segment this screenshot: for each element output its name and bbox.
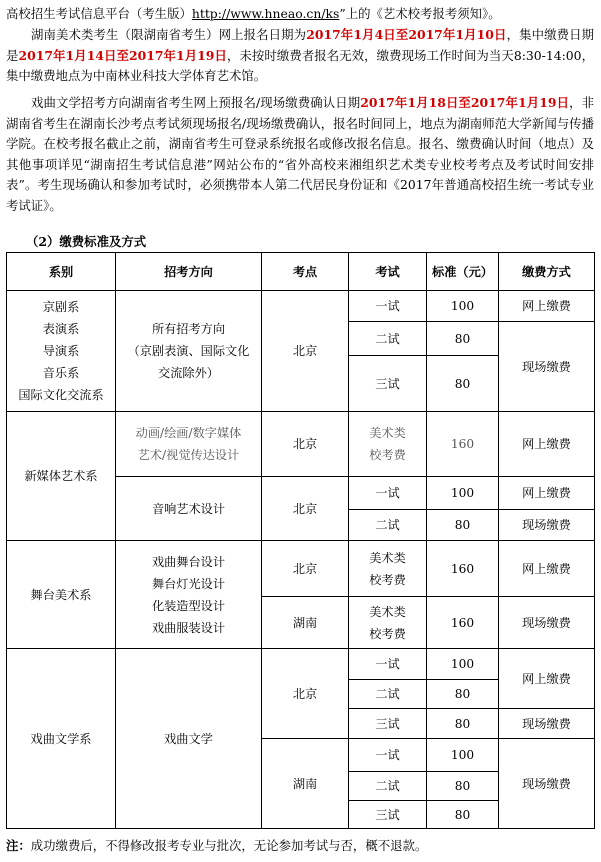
direction-line: 艺术/视觉传达设计 (137, 448, 240, 462)
table-header-row (7, 253, 595, 291)
fee-cell: 80 (427, 356, 499, 412)
site-cell: 北京 (262, 412, 349, 477)
fee-cell: 100 (427, 649, 499, 680)
header-fee: 标准（元） (427, 253, 499, 291)
exam-cell (349, 597, 427, 649)
direction-line: 动画/绘画/数字媒体 (135, 426, 242, 440)
fee-cell: 100 (427, 291, 499, 322)
dept-name: 音乐系 (42, 366, 80, 380)
payment-cell: 网上缴费 (499, 291, 595, 322)
opera-literature-paragraph (6, 93, 594, 216)
table-row (7, 541, 595, 597)
p2-text-3: ，未按时缴费者报名无效，缴费现场工作时间为当天8:30-14:00，集中缴费地点为中南林业科技大学体育艺术馆。 (6, 47, 595, 83)
exam-line: 美术类 (369, 604, 406, 619)
fee-cell: 100 (427, 477, 499, 510)
exam-cell: 二试 (349, 322, 427, 356)
exam-line: 美术类 (369, 550, 406, 565)
fee-cell: 80 (427, 322, 499, 356)
direction-line: 戏曲服装设计 (151, 620, 226, 635)
dept-cell: 舞台美术系 (7, 541, 116, 649)
direction-cell (116, 291, 262, 412)
exam-cell: 二试 (349, 772, 427, 801)
fee-cell: 80 (427, 510, 499, 541)
header-payment: 缴费方式 (499, 253, 595, 291)
fee-cell: 160 (427, 597, 499, 649)
table-row (7, 649, 595, 680)
dept-cell (7, 291, 116, 412)
exam-cell: 三试 (349, 709, 427, 739)
site-cell: 湖南 (262, 739, 349, 829)
fee-cell: 160 (427, 412, 499, 477)
payment-cell: 网上缴费 (499, 477, 595, 510)
p1-text-after: ”上的《艺术校考报考须知》。 (339, 6, 501, 21)
payment-cell: 现场缴费 (499, 597, 595, 649)
site-cell: 湖南 (262, 597, 349, 649)
footnote-text: 成功缴费后，不得修改报考专业与批次，无论参加考试与否，概不退款。 (30, 838, 428, 853)
direction-cell (116, 412, 262, 477)
exam-line: 校考费 (369, 448, 406, 462)
exam-cell: 一试 (349, 291, 427, 322)
exam-cell: 二试 (349, 510, 427, 541)
header-exam: 考试 (349, 253, 427, 291)
fee-cell: 160 (427, 541, 499, 597)
site-cell: 北京 (262, 477, 349, 541)
table-row (7, 412, 595, 477)
payment-cell: 网上缴费 (499, 412, 595, 477)
fee-cell: 80 (427, 709, 499, 739)
exam-line: 美术类 (369, 426, 406, 440)
intro-paragraph (6, 4, 594, 25)
exam-cell: 一试 (349, 739, 427, 772)
dept-name: 国际文化交流系 (18, 388, 104, 402)
exam-cell: 一试 (349, 477, 427, 510)
payment-cell: 网上缴费 (499, 541, 595, 597)
exam-cell: 三试 (349, 801, 427, 829)
exam-cell: 二试 (349, 680, 427, 709)
exam-cell (349, 541, 427, 597)
hneao-link[interactable]: http://www.hneao.cn/ks (191, 6, 340, 21)
footnote-label: 注： (6, 838, 31, 853)
p3-text-1: 戏曲文学招考方向湖南省考生网上预报名/现场缴费确认日期 (31, 95, 361, 110)
site-cell: 北京 (262, 541, 349, 597)
fee-cell: 80 (427, 680, 499, 709)
dept-cell: 戏曲文学系 (7, 649, 116, 829)
payment-cell: 现场缴费 (499, 510, 595, 541)
direction-line: 戏曲舞台设计 (151, 554, 226, 569)
payment-cell: 现场缴费 (499, 322, 595, 412)
site-cell: 北京 (262, 291, 349, 412)
direction-cell (116, 541, 262, 649)
payment-cell: 现场缴费 (499, 739, 595, 829)
exam-line: 校考费 (369, 572, 406, 587)
exam-line: 校考费 (369, 626, 406, 641)
p1-text: 高校招生考试信息平台（考生版） (6, 6, 192, 21)
exam-cell: 三试 (349, 356, 427, 412)
payment-cell: 网上缴费 (499, 649, 595, 709)
opera-confirmation-dates: 2017年1月18日至2017年1月19日 (360, 95, 570, 110)
direction-line: （京剧表演、国际文化 (127, 344, 250, 358)
direction-line: 化装造型设计 (151, 598, 226, 613)
art-registration-paragraph (6, 25, 594, 87)
section-title: （2）缴费标准及方式 (26, 234, 147, 249)
fee-cell: 80 (427, 801, 499, 829)
direction-line: 交流除外） (158, 366, 219, 380)
exam-cell: 一试 (349, 649, 427, 680)
footnote (6, 836, 427, 854)
direction-cell: 音响艺术设计 (116, 477, 262, 541)
dept-name: 京剧系 (42, 300, 80, 314)
direction-line: 舞台灯光设计 (151, 576, 226, 591)
payment-dates: 2017年1月14日至2017年1月19日 (18, 47, 227, 63)
online-registration-dates: 2017年1月4日至2017年1月10日 (306, 27, 507, 42)
dept-name: 表演系 (42, 322, 80, 336)
fee-cell: 100 (427, 739, 499, 772)
site-cell: 北京 (262, 649, 349, 739)
header-dept: 系别 (7, 253, 116, 291)
p3-text-2: ，非湖南省考生在湖南长沙考点考试须现场报名/现场缴费确认，报名时间同上，地点为湖南师范大学新闻与传播学院。在校考报名截止之前，湖南省考生可登录系统报名或修改报名信息。报名、缴费确认时间（地点）及其他事项详见“湖南招生考试信息港”网站公布的“省外高校来湘组织艺术类专业校考考点及考试时间安排表”。考生现场确认和参加考试时，必须携带本人第二代居民身份证和《2017年普通高校招生统一考试专业考试证》。 (6, 95, 594, 213)
dept-cell: 新媒体艺术系 (7, 412, 116, 541)
fee-cell: 80 (427, 772, 499, 801)
payment-cell: 现场缴费 (499, 709, 595, 739)
p2-text-1: 湖南美术类考生（限湖南省考生）网上报名日期为 (31, 27, 307, 42)
p2-text-2: ，集中缴费日期是 (6, 27, 595, 63)
direction-line: 所有招考方向 (151, 322, 226, 336)
direction-cell: 戏曲文学 (116, 649, 262, 829)
exam-cell (349, 412, 427, 477)
table-row (7, 291, 595, 322)
header-direction: 招考方向 (116, 253, 262, 291)
header-site: 考点 (262, 253, 349, 291)
fee-table (6, 252, 595, 829)
dept-name: 导演系 (42, 344, 80, 358)
